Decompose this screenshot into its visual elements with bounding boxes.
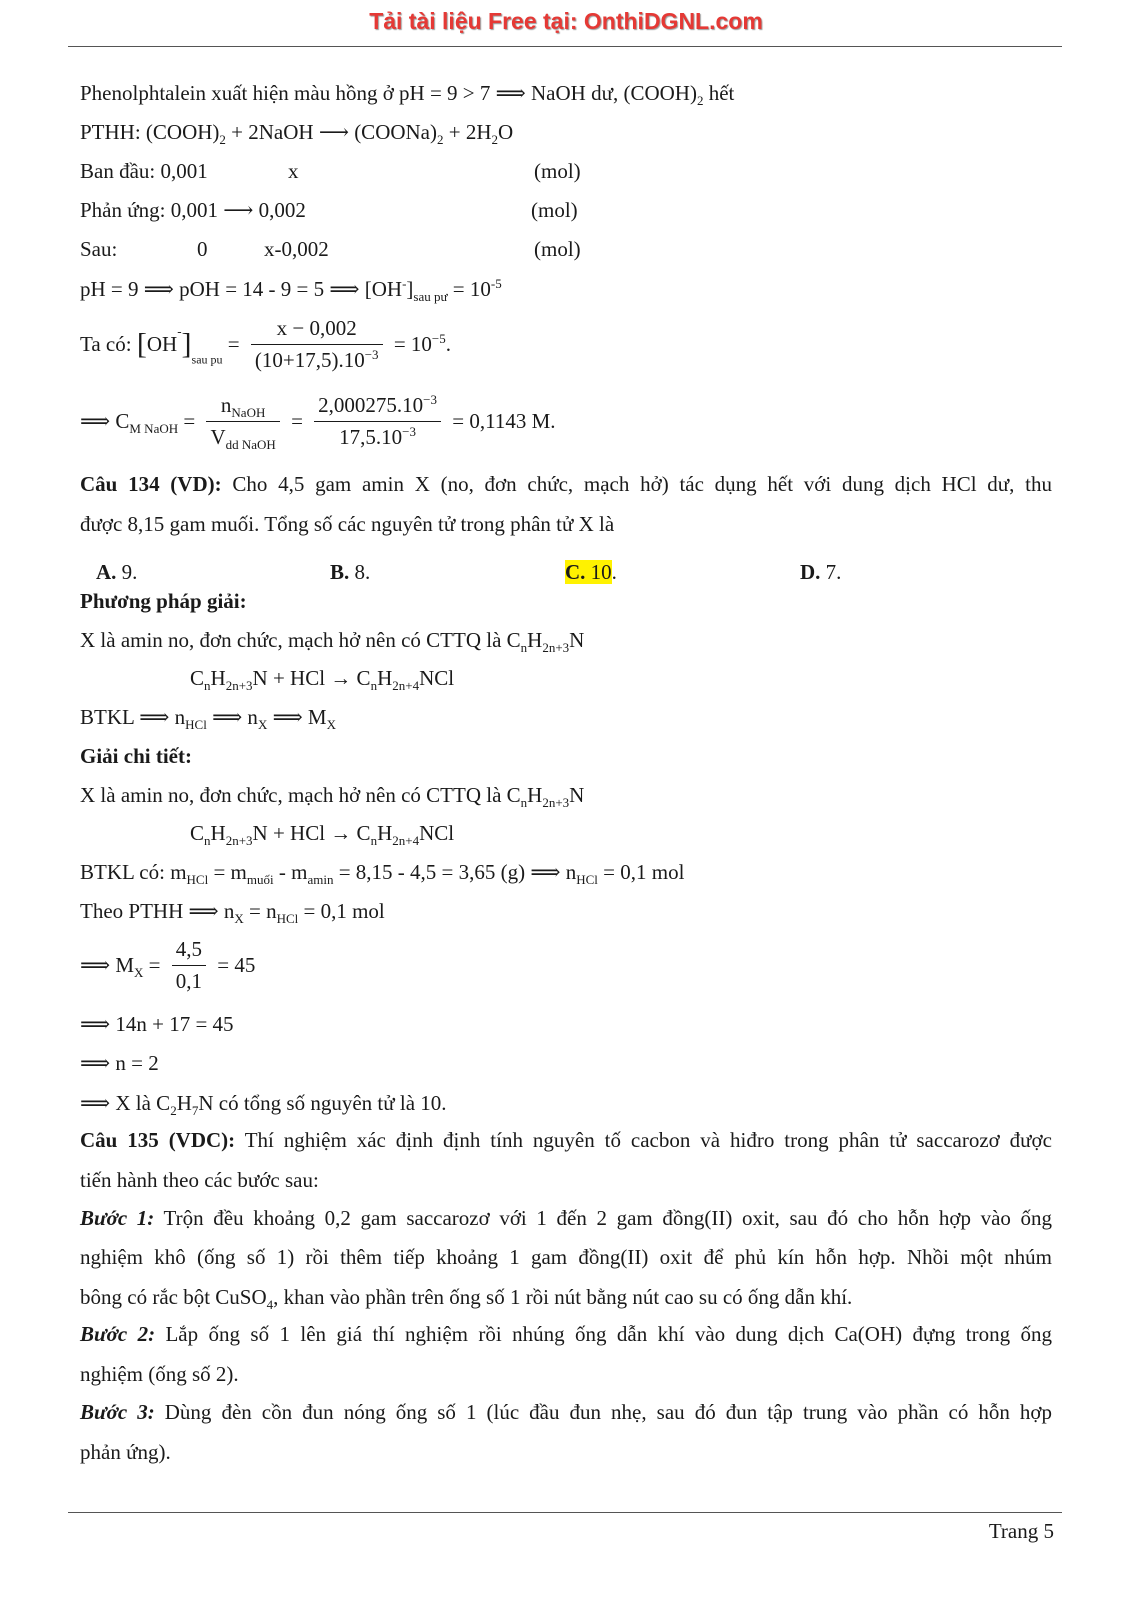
header-divider xyxy=(68,46,1062,47)
q134-method-reaction: $C_nH_{2n+3}N$ + HCl → $C_nH_{2n+4}NCl$ xyxy=(190,666,455,694)
sol133-ph-line: pH = 9 ⟹ pOH = 14 - 9 = 5 ⟹ $[OH^-]_{sau pư} = 10^{-5}$ xyxy=(80,276,502,305)
sol133-taco-formula: Ta có: $[OH^-]_{sau pu}$ = $\frac{x - 0,002}{(10+17,5).10^{-3}}$ = $10^{-5}$. xyxy=(80,316,451,372)
q134-detail-btkl: BTKL có: $m_{HCl} = m_{muối} - m_{amin} = 8,15 - 4,5 = 3,65$ (g) ⟹ $n_{HCl} = 0,1$ mol xyxy=(80,860,685,888)
q134-detail-title: Giải chi tiết: xyxy=(80,744,192,768)
sol133-line-1: Phenolphtalein xuất hiện màu hồng ở pH = 9 > 7 ⟹ NaOH dư, $(COOH)_2$ hết xyxy=(80,81,735,109)
q135-step1-line-3: bông có rắc bột CuSO$_4$, khan vào phần trên ống số 1 rồi nút bằng nút cao su có ống dẫn khí. xyxy=(80,1285,853,1313)
q135-step1-line-1: Bước 1: Trộn đều khoảng 0,2 gam saccarozơ với 1 đến 2 gam đồng(II) oxit, sau đó cho hỗn hợp vào ống xyxy=(80,1206,1053,1230)
footer-divider xyxy=(68,1512,1062,1513)
q135-step1-label: Bước 1: xyxy=(80,1206,155,1230)
q135-step2-line-2: nghiệm (ống số 2). xyxy=(80,1362,239,1386)
q134-conclusion: ⟹ X là $C_2H_7N$ có tổng số nguyên tử là 10. xyxy=(80,1091,447,1119)
q135-step2-line-1: Bước 2: Lắp ống số 1 lên giá thí nghiệm rồi nhúng ống dẫn khí vào dung dịch Ca(OH) đựng trong ống xyxy=(80,1322,1053,1346)
sol133-row-after: Sau: xyxy=(80,237,118,261)
q135-label: Câu 135 (VDC): xyxy=(80,1128,236,1152)
sol133-pthh: PTHH: $(COOH)_2$ + 2NaOH ⟶ $(COONa)_2 + 2H_2O$ xyxy=(80,120,514,148)
cm-fraction-numeric: $\frac{2,000275.10^{-3}}{17,5.10^{-3}}$ xyxy=(314,393,441,450)
sol133-row-initial: Ban đầu: 0,001 xyxy=(80,159,208,183)
q134-method-line-1: X là amin no, đơn chức, mạch hở nên có CTTQ là $C_nH_{2n+3}N$ xyxy=(80,628,585,656)
page-number: Trang 5 xyxy=(988,1519,1054,1543)
q135-step1-line-2: nghiệm khô (ống số 1) rồi thêm tiếp khoảng 1 gam đồng(II) oxit để phủ kín hỗn hợp. Nhồi một nhúm xyxy=(80,1245,1052,1269)
q134-option-d[interactable]: D. 7. xyxy=(800,560,842,584)
q134-option-c-correct[interactable]: C. 10. xyxy=(565,560,617,584)
q134-equation-1: ⟹ 14n + 17 = 45 xyxy=(80,1012,234,1036)
q135-step3-line-1: Bước 3: Dùng đèn cồn đun nóng ống số 1 (lúc đầu đun nhẹ, sau đó đun tập trung vào phần có hỗn hợp xyxy=(80,1400,1052,1424)
q135-stem-line-2: tiến hành theo các bước sau: xyxy=(80,1168,319,1192)
taco-fraction: $\frac{x - 0,002}{(10+17,5).10^{-3}}$ xyxy=(251,316,383,373)
q134-detail-line-1: X là amin no, đơn chức, mạch hở nên có CTTQ là $C_nH_{2n+3}N$ xyxy=(80,783,585,811)
q135-step2-label: Bước 2: xyxy=(80,1322,156,1346)
mx-fraction: $\frac{4,5}{0,1}$ xyxy=(172,937,206,994)
sol133-row-after-unit: (mol) xyxy=(534,237,581,261)
sol133-row-reaction: Phản ứng: 0,001 ⟶ 0,002 xyxy=(80,198,306,222)
q135-step3-line-2: phản ứng). xyxy=(80,1440,171,1464)
q134-stem-line-1: Câu 134 (VD): Cho 4,5 gam amin X (no, đơn chức, mạch hở) tác dụng hết với dung dịch HCl dư, thu xyxy=(80,472,1052,496)
q134-option-a[interactable]: A. 9. xyxy=(96,560,138,584)
q134-detail-reaction: $C_nH_{2n+3}N$ + HCl → $C_nH_{2n+4}NCl$ xyxy=(190,821,455,849)
q134-equation-2: ⟹ n = 2 xyxy=(80,1051,159,1075)
sol133-cm-formula: ⟹ $C_{M NaOH}$ = $\frac{n_{NaOH}}{V_{dd NaOH}}$ = $\frac{2,000275.10^{-3}}{17,5.10^{-3}}$ = 0,1143 M. xyxy=(80,392,556,453)
q134-detail-theo: Theo PTHH ⟹ $n_X = n_{HCl} = 0,1$ mol xyxy=(80,899,385,927)
sol133-row-after-x: x-0,002 xyxy=(264,237,329,261)
q134-method-title: Phương pháp giải: xyxy=(80,589,247,613)
sol133-row-initial-unit: (mol) xyxy=(534,159,581,183)
cm-fraction-symbolic: $\frac{n_{NaOH}}{V_{dd NaOH}}$ xyxy=(206,393,279,450)
sol133-row-after-zero: 0 xyxy=(197,237,208,261)
sol133-row-initial-x: x xyxy=(288,159,299,183)
q135-stem-line-1: Câu 135 (VDC): Thí nghiệm xác định định tính nguyên tố cacbon và hiđro trong phân tử saccarozơ được xyxy=(80,1128,1052,1152)
q135-step3-label: Bước 3: xyxy=(80,1400,155,1424)
q134-method-btkl: BTKL ⟹ $n_{HCl}$ ⟹ $n_X$ ⟹ $M_X$ xyxy=(80,705,336,733)
q134-label: Câu 134 (VD): xyxy=(80,472,222,496)
q134-stem-line-2: được 8,15 gam muối. Tổng số các nguyên tử trong phân tử X là xyxy=(80,512,615,536)
q134-option-b[interactable]: B. 8. xyxy=(330,560,371,584)
sol133-row-reaction-unit: (mol) xyxy=(531,198,578,222)
q134-mx-formula: ⟹ $M_X$ = $\frac{4,5}{0,1}$ = 45 xyxy=(80,937,256,993)
site-header-banner[interactable]: Tải tài liệu Free tại: OnthiDGNL.com xyxy=(369,8,763,34)
